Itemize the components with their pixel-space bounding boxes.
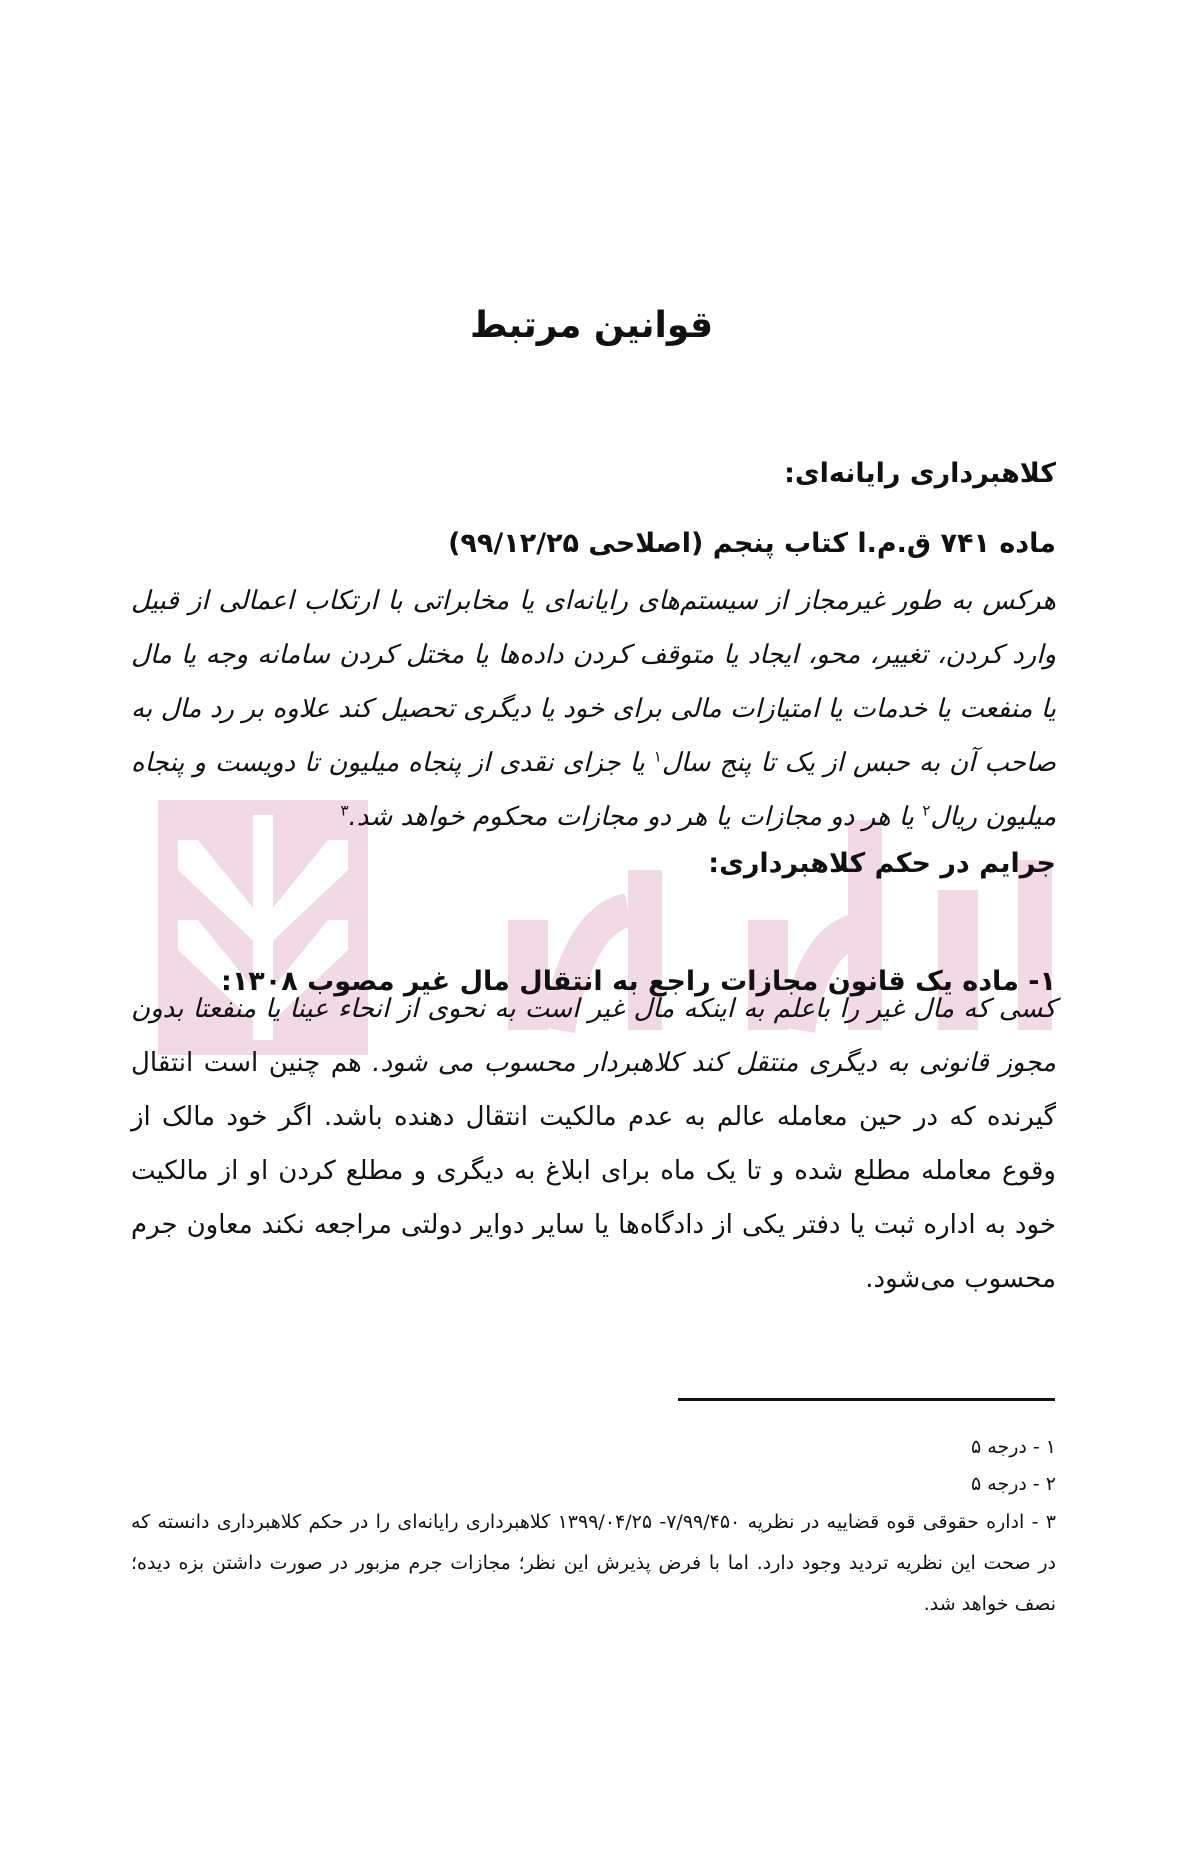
page-title: قوانین مرتبط (469, 305, 714, 346)
law-text-regular: هم چنین است انتقال گیرنده که در حین معامله عالم به عدم مالکیت انتقال دهنده باشد. اگر خود مالک از وقوع معامله مطلع شده و تا یک ماه برای ابلاغ به دیگری و مطلع کردن او از مالکیت خود به اداره ثبت یا دفتر یکی از دادگاه‌ها یا سایر دوایر دولتی مراجعه نکند معاون جرم محسوب می‌شود. (131, 1048, 1056, 1294)
law-article-text (131, 982, 1056, 1306)
section-heading-crimes: جرایم در حکم کلاهبرداری: (708, 848, 1056, 879)
article-741-heading: ماده ۷۴۱ ق.م.ا کتاب پنجم (اصلاحی ۹۹/۱۲/۲۵) (448, 528, 1056, 559)
section-heading-computer-fraud: کلاهبرداری رایانه‌ای: (784, 458, 1056, 489)
article-text-part-1: هرکس به طور غیرمجاز از سیستم‌های رایانه‌ای یا مخابراتی با ارتکاب اعمالی از قبیل وارد کردن، تغییر، محو، ایجاد یا متوقف کردن داده‌ها یا مختل کردن سامانه وجه یا مال یا منفعت یا خدمات یا امتیازات مالی برای خود یا دیگری تحصیل کند علاوه بر رد مال به صاحب آن به حبس از یک تا پنج سال (131, 586, 1057, 778)
footnote-ref-2[interactable]: ۲ (922, 801, 931, 820)
article-741-text (131, 574, 1056, 844)
footnote-divider (678, 1398, 1055, 1401)
footnote-ref-1[interactable]: ۱ (653, 747, 662, 766)
law-text-italic: کسی که مال غیر را باعلم به اینکه مال غیر است به نحوی از انحاء عینا یا منفعتا بدون مجوز قانونی به دیگری منتقل کند کلاهبردار محسوب می شود. (131, 994, 1056, 1078)
law-article-heading: ۱- ماده یک قانون مجازات راجع به انتقال مال غیر مصوب ۱۳۰۸: (221, 966, 1056, 997)
article-text-part-3: یا هر دو مجازات یا هر دو مجازات محکوم خواهد شد. (348, 802, 923, 832)
article-text-part-2: یا جزای نقدی از پنجاه میلیون تا دویست و پنجاه میلیون ریال (131, 748, 1056, 832)
footnote-ref-3[interactable]: ۳ (340, 801, 349, 820)
footnote-2: ۲ - درجه ۵ (971, 1473, 1056, 1495)
footnote-1: ۱ - درجه ۵ (971, 1436, 1056, 1458)
footnote-3: ۳ - اداره حقوقی قوه قضاییه در نظریه ۷/۹۹/۴۵۰- ۱۳۹۹/۰۴/۲۵ کلاهبرداری رایانه‌ای را در حکم کلاهبرداری دانسته که در صحت این نظریه تردید وجود دارد. اما با فرض پذیرش این نظر؛ مجازات جرم مزبور در صورت داشتن بزه دیده؛ نصف خواهد شد. (131, 1511, 1056, 1615)
